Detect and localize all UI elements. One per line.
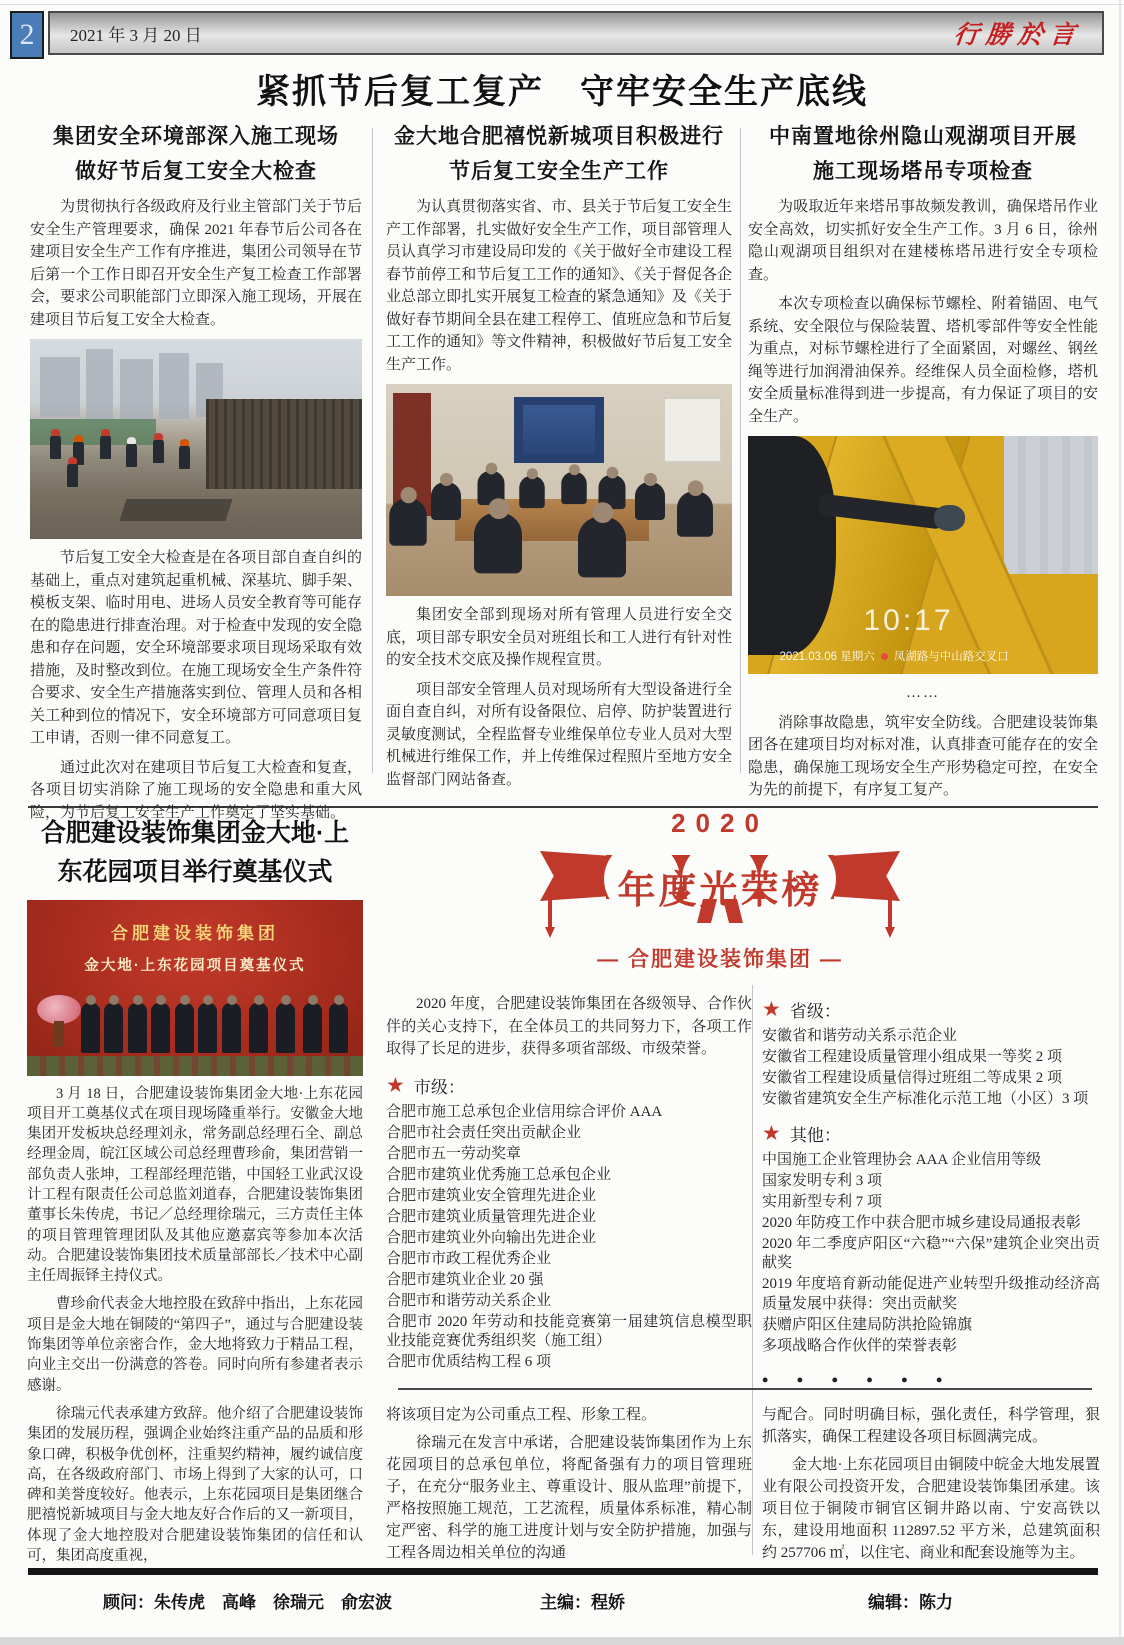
building-silhouette <box>86 349 113 421</box>
paragraph: 为吸取近年来塔吊事故频发教训，确保塔吊作业安全高效，切实抓好安全生产工作。3 月 6 日，徐州隐山观湖项目组织对在建楼栋塔吊进行安全专项检查。 <box>748 199 1098 283</box>
whiteboard <box>663 397 722 463</box>
person-silhouette <box>151 1003 170 1053</box>
groundbreaking-title <box>27 814 363 892</box>
paragraph: 徐瑞元代表承建方致辞。他介绍了合肥建设装饰集团的发展历程，强调企业始终注重产品的品质和形象口碑，积极争优创杯，注重契约精神，履约诚信度高，在各级政府部门、市场上得到了大家的认可，口碑和美誉度较好。他表示，上东花园项目是集团继合肥禧悦新城项目与金大地友好合作后的又一新项目，体现了金大地控股对合肥建设装饰集团的信任和认可，集团高度重视， <box>27 1405 363 1565</box>
worker-silhouette <box>67 463 78 487</box>
paragraph: 曹珍俞代表金大地控股在致辞中指出，上东花园项目是金大地在铜陵的“第四子”，通过与合肥建设装饰集团等单位亲密合作，金大地将致力于精品工程，向业主交出一份满意的答卷。同时向所有参建者表示感谢。 <box>27 1296 363 1394</box>
chief-editor: 主编：程娇 <box>540 1593 625 1612</box>
paragraph: 项目部安全管理人员对现场所有大型设备进行全面自查自纠，对所有设备限位、启停、防护装置进行灵敏度测试，全程监督专业维保单位专业人员对大型机械进行维保工作，并上传维保过程照片至地方安全监督部门网站备查。 <box>386 681 732 788</box>
honor-list-item: 多项战略合作伙伴的荣誉表彰 <box>762 1337 958 1354</box>
issue-date: 2021 年 3 月 20 日 <box>70 25 202 45</box>
continuation-right <box>762 1398 1100 1570</box>
paragraph: 通过此次对在建项目节后复工大检查和复查，各项目切实消除了施工现场的安全隐患和重大风险，为节后复工安全生产工作奠定了坚实基础。 <box>30 759 362 821</box>
construction-site-photo <box>30 339 362 539</box>
article3-body <box>748 196 1098 802</box>
honor-city-section <box>386 993 752 1374</box>
article-column-3 <box>748 120 1098 809</box>
column-divider <box>752 985 753 1555</box>
other-honor-list <box>762 1151 1100 1355</box>
province-honor-list <box>762 1027 1100 1109</box>
person-silhouette <box>249 1003 268 1053</box>
article-column-1 <box>30 120 362 831</box>
tower-crane-photo <box>748 436 1098 674</box>
person-silhouette <box>329 1003 348 1053</box>
flower-basket <box>37 995 81 1048</box>
honor-year: 2020 <box>671 808 769 838</box>
honor-list-item: 合肥市施工总承包企业信用综合评价 AAA <box>386 1103 663 1120</box>
person-silhouette <box>578 517 626 578</box>
honor-list-item: 合肥市建筑业安全管理先进企业 <box>386 1187 597 1204</box>
honor-list-item: 2019 年度培育新动能促进产业转型升级推动经济高质量发展中获得：突出贡献奖 <box>762 1276 1100 1312</box>
person-silhouette <box>561 472 587 504</box>
honor-list-item: 国家发明专利 3 项 <box>762 1173 883 1190</box>
star-icon: ★ <box>386 1072 405 1097</box>
honor-list-item: 中国施工企业管理协会 AAA 企业信用等级 <box>762 1152 1042 1169</box>
honor-list-item: 合肥市建筑业企业 20 强 <box>386 1271 544 1288</box>
advisors: 顾问：朱传虎 高峰 徐瑞元 俞宏波 <box>103 1593 392 1612</box>
paragraph: 为贯彻执行各级政府及行业主管部门关于节后安全生产管理要求，确保 2021 年春节后公司各在建项目安全生产工作有序推进，集团公司领导在节后第一个工作日即召开安全生产复工检查工作部署会，要求公司职能部门立即深入施工现场，开展在建项目节后复工安全大检查。 <box>30 199 362 328</box>
person-silhouette <box>677 491 713 537</box>
ceremony-banner-line1: 合肥建设装饰集团 <box>111 923 279 943</box>
honor-list-item: 安徽省工程建设质量信得过班组二等成果 2 项 <box>762 1070 1063 1087</box>
worker-silhouette <box>179 445 190 469</box>
page-number-box <box>10 11 44 59</box>
article3-title-line2: 施工现场塔吊专项检查 <box>813 159 1033 183</box>
header-bar <box>48 11 1104 55</box>
ceremony-banner-line2: 金大地·上东花园项目奠基仪式 <box>84 958 306 975</box>
article2-title <box>386 120 732 189</box>
groundbreaking-article <box>27 814 363 1574</box>
honor-list-item: 2020 年防疫工作中获合肥市城乡建设局通报表彰 <box>762 1215 1081 1232</box>
honor-list-item: 获赠庐阳区住建局防洪抢险锦旗 <box>762 1316 973 1333</box>
article1-title <box>30 120 362 189</box>
location-dot-icon <box>881 653 888 660</box>
column-divider <box>740 128 741 773</box>
photo-timestamp: 10:17 <box>863 604 954 638</box>
page-right-edge <box>1119 0 1121 1645</box>
person-silhouette <box>276 1003 295 1053</box>
other-label-row <box>762 1121 1100 1146</box>
star-icon: ★ <box>762 1121 781 1146</box>
page-number: 2 <box>19 18 35 51</box>
page-top-edge <box>0 4 1124 5</box>
groundbreaking-title-line2: 东花园项目举行奠基仪式 <box>57 857 333 886</box>
article1-title-line1: 集团安全环境部深入施工现场 <box>53 125 339 148</box>
paragraph: 本次专项检查以确保标节螺栓、附着锚固、电气系统、安全限位与保险装置、塔机零部件等安全性能为重点，对标节螺栓进行了全面紧固，对螺丝、钢丝绳等进行加润滑油保养。经维保人员全面检修，塔机安全质量标准得到进一步提高，有力保证了项目的安全生产。 <box>748 296 1098 425</box>
continuation-middle <box>386 1398 752 1570</box>
honor-list-item: 合肥市 2020 年劳动和技能竞赛第一届建筑信息模型职业技能竞赛优秀组织奖（施工组） <box>386 1313 752 1350</box>
person-silhouette <box>520 476 546 508</box>
article1-title-line2: 做好节后复工安全大检查 <box>75 159 317 183</box>
honor-list-item: 安徽省工程建设质量管理小组成果一等奖 2 项 <box>762 1049 1063 1066</box>
person-silhouette <box>81 1003 100 1053</box>
honor-intro: 2020 年度，合肥建设装饰集团在各级领导、合作伙伴的关心支持下，在全体员工的共同努力下，各项工作取得了长足的进步，获得多项省部级、市级荣誉。 <box>386 996 752 1057</box>
photo-date: 2021.03.06 星期六 <box>779 651 875 664</box>
person-silhouette <box>104 1003 123 1053</box>
work-glove <box>934 505 966 531</box>
projector-screen <box>514 397 604 463</box>
article1-body <box>30 196 362 824</box>
city-background <box>1004 436 1099 574</box>
paragraph: 徐瑞元在发言中承诺，合肥建设装饰集团作为上东花园项目的总承包单位，将配备强有力的项目管理班子，在充分“服务业主、尊重设计、服从监理”前提下，严格按照施工规范，工艺流程，质量体系标准，精心制定严密、科学的施工进度计划与安全防护措施，加强与工程各周边相关单位的沟通 <box>386 1435 752 1562</box>
person-silhouette <box>175 1003 194 1053</box>
photo-location: 凤湖路与中山路交叉口 <box>893 651 1009 664</box>
honor-banner-title: 年度光荣榜 <box>617 870 823 912</box>
footer-credits <box>0 1588 1124 1612</box>
honor-list-item: 2020 年二季度庐阳区“六稳”“六保”建筑企业突出贡献奖 <box>762 1236 1100 1272</box>
worker-silhouette <box>153 439 164 463</box>
page-bottom-edge <box>0 1637 1124 1645</box>
article3-title-line1: 中南置地徐州隐山观湖项目开展 <box>769 125 1077 148</box>
paragraph: 消除事故隐患，筑牢安全防线。合肥建设装饰集团各在建项目均对标对准，认真排查可能存在的安全隐患，确保施工现场安全生产形势稳定可控，在安全为先的前提下，有序复工复产。 <box>748 714 1098 799</box>
person-silhouette <box>474 513 522 574</box>
other-label: 其他： <box>789 1126 841 1146</box>
province-label-row <box>762 997 1100 1022</box>
footer-bar <box>28 1568 1098 1575</box>
paragraph: 3 月 18 日，合肥建设装饰集团金大地·上东花园项目开工奠基仪式在项目现场隆重举行。安徽金大地集团开发板块总经理刘永，常务副总经理石全、副总经理金周，皖江区域公司总经理曹珍俞，集团营销一部负责人张坤，工程部经理范锴，中国轻工业武汉设计工程有限责任公司总监刘道春，合肥建设装饰集团董事长朱传虎，书记／总经理徐瑞元，三方责任主体的项目管理管理团队及其他应邀嘉宾等参加本次活动。合肥建设装饰集团技术质量部部长／技术中心副主任周振铎主持仪式。 <box>27 1085 363 1285</box>
honor-list-item: 合肥市建筑业质量管理先进企业 <box>386 1208 597 1225</box>
stage-plants <box>27 1056 363 1075</box>
column-divider <box>372 128 373 773</box>
honor-list-item: 安徽省建筑安全生产标准化示范工地（小区）3 项 <box>762 1091 1089 1108</box>
groundbreaking-body <box>27 1084 363 1567</box>
paragraph: 集团安全部到现场对所有管理人员进行安全交底，项目部专职安全员对班组长和工人进行有针对性的安全技术交底及操作规程宣贯。 <box>386 607 732 669</box>
honor-list-item: 合肥市和谐劳动关系企业 <box>386 1292 552 1309</box>
ceremony-photo <box>27 900 363 1076</box>
province-label: 省级： <box>789 1002 841 1021</box>
worker-silhouette <box>50 435 61 459</box>
paragraph: 将该项目定为公司重点工程、形象工程。 <box>386 1407 657 1423</box>
city-label: 市级： <box>413 1077 465 1097</box>
building-silhouette <box>40 357 80 417</box>
person-silhouette <box>431 482 461 520</box>
star-icon: ★ <box>762 997 781 1021</box>
safety-net <box>30 419 156 445</box>
honor-list-item: 合肥市社会责任突出贡献企业 <box>386 1124 582 1141</box>
paragraph: 节后复工安全大检查是在各项目部自查自纠的基础上，重点对建筑起重机械、深基坑、脚手架、模板支架、临时用电、进场人员安全教育等可能存在的隐患进行排查治理。对于检查中发现的安全隐患和存在问题，安全环境部要求项目现场采取有效措施，及时整改到位。在施工现场安全生产条件符合要求、安全生产措施落实到位、管理人员和各相关工种到位的情况下，安全环境部方可同意项目复工申请，否则一律不同意复工。 <box>30 550 362 747</box>
banner-flag-graphic <box>540 841 900 925</box>
worker-silhouette <box>100 435 111 459</box>
person-silhouette <box>198 1003 217 1053</box>
article-column-2 <box>386 120 732 798</box>
meeting-room-photo <box>386 384 732 596</box>
article3-title <box>748 120 1098 189</box>
honor-banner-subtitle: — 合肥建设装饰集团 — <box>597 948 843 971</box>
building-silhouette <box>159 353 189 419</box>
honor-list-item: 合肥市建筑业优秀施工总承包企业 <box>386 1166 612 1183</box>
worker-silhouette <box>748 436 836 655</box>
worker-silhouette <box>126 443 137 467</box>
photo-caption-overlay <box>780 648 1009 664</box>
article2-title-line1: 金大地合肥禧悦新城项目积极进行 <box>394 125 724 148</box>
groundbreaking-title-line1: 合肥建设装饰集团金大地·上 <box>40 819 350 847</box>
more-dots: • • • • • • <box>762 1369 955 1390</box>
honor-roll-banner <box>540 808 900 973</box>
paragraph: 为认真贯彻落实省、市、县关于节后复工安全生产工作部署，扎实做好安全生产工作，项目部管理人员认真学习市建设局印发的《关于做好全市建设工程春节前停工和节后复工工作的通知》、《关于督促各企业总部立即扎实开展复工检查的紧急通知》及《关于做好春节期间全县在建工程停工、值班应急和节后复工工作的通知》等文件精神，积极做好节后复工安全生产工作。 <box>386 199 732 373</box>
honor-list-item: 合肥市市政工程优秀企业 <box>386 1250 552 1267</box>
person-silhouette <box>222 1003 241 1053</box>
honor-province-section <box>762 985 1100 1391</box>
honor-list-item: 合肥市建筑业外向输出先进企业 <box>386 1229 597 1246</box>
person-silhouette <box>389 498 427 546</box>
masthead-motto: 行勝於言 <box>952 22 1084 49</box>
article2-title-line2: 节后复工安全生产工作 <box>449 159 669 183</box>
main-headline: 紧抓节后复工复产 守牢安全生产底线 <box>256 73 868 111</box>
person-silhouette <box>303 1003 322 1053</box>
editor: 编辑：陈力 <box>868 1593 953 1612</box>
honor-list-item: 实用新型专利 7 项 <box>762 1194 883 1211</box>
honor-list-item: 合肥市五一劳动奖章 <box>386 1145 522 1162</box>
person-silhouette <box>128 1003 147 1053</box>
rebar-wall <box>206 399 362 489</box>
paragraph: 与配合。同时明确目标，强化责任，科学管理，狠抓落实，确保工程建设各项目标圆满完成。 <box>762 1407 1100 1446</box>
city-label-row <box>386 1073 752 1098</box>
ellipsis-mark: …… <box>906 685 940 702</box>
building-silhouette <box>120 359 153 419</box>
honor-list-item: 安徽省和谐劳动关系示范企业 <box>762 1028 958 1044</box>
city-honor-list <box>386 1103 752 1373</box>
honor-list-item: 合肥市优质结构工程 6 项 <box>386 1354 552 1371</box>
person-silhouette <box>635 482 665 520</box>
article2-body <box>386 196 732 791</box>
concrete-slab <box>119 499 232 521</box>
paragraph: 金大地·上东花园项目由铜陵中皖金大地发展置业有限公司投资开发，合肥建设装饰集团承建。该项目位于铜陵市铜官区铜井路以南、宁安高铁以东，建设用地面积 112897.52 平方米，总建筑面积约 257706 ㎡，以住宅、商业和配套设施等为主。 <box>762 1457 1100 1562</box>
